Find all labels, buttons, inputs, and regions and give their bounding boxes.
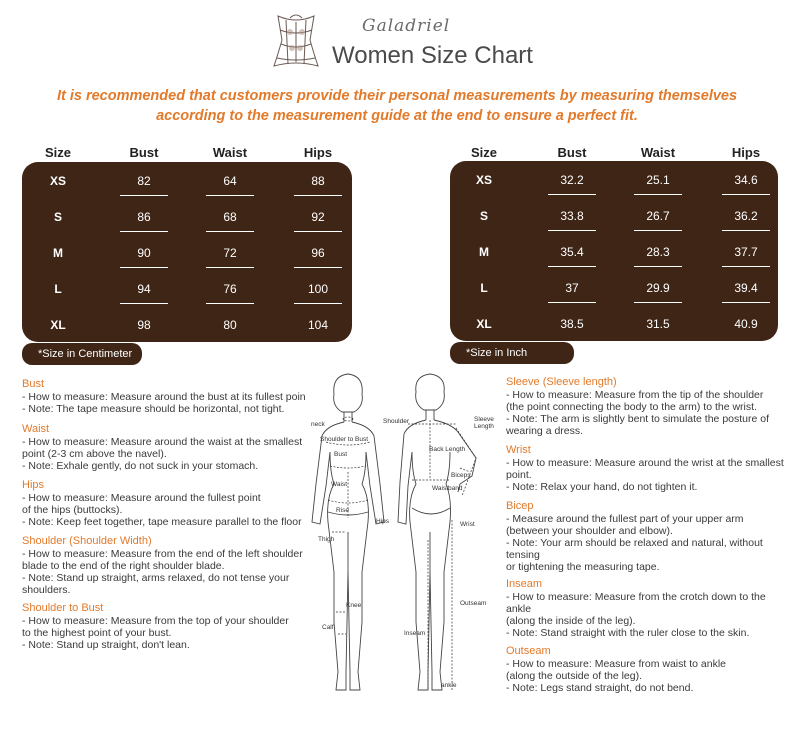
body-measurement-figures: [300, 372, 500, 734]
guide-inseam: Inseam - How to measure: Measure from the crotch down to the ankle (along the inside of the leg). - Note: Stand straight with the ruler close to the skin.: [506, 578, 786, 639]
intro-line: It is recommended that customers provide their personal measurements by measuring themselves: [56, 88, 738, 104]
size-cell: S: [53, 210, 62, 224]
table-row: [22, 235, 352, 271]
unit-note-inch: *Size in Inch: [450, 342, 574, 364]
waist-cell: 28.3: [626, 234, 690, 270]
size-cell: L: [480, 281, 488, 295]
hips-cell: 96: [286, 235, 350, 271]
intro-text: [40, 86, 754, 126]
guide-shoulder-to-bust: Shoulder to Bust - How to measure: Measure from the top of your shoulder to the highest point of your bust. - Note: Stand up straight, don't lean.: [22, 602, 307, 651]
hips-cell: 36.2: [714, 198, 778, 234]
size-cell: M: [53, 246, 63, 260]
bust-cell: 86: [112, 199, 176, 235]
bust-cell: 37: [540, 270, 604, 306]
back-body-figure: [398, 374, 476, 690]
hips-cell: 39.4: [714, 270, 778, 306]
bust-cell: 35.4: [540, 234, 604, 270]
guide-shoulder: Shoulder (Shoulder Width) - How to measure: Measure from the end of the left shoulder blade to the end of the right shoulder blade. - Note: Stand up straight, arms relaxed, do not tense your shoulders.: [22, 535, 307, 596]
label-inseam: Inseam: [404, 630, 426, 637]
label-calf: Calf: [322, 624, 334, 631]
column-header-bust: Bust: [557, 145, 587, 160]
label-waistband: Waistband: [432, 485, 463, 492]
size-cell: XL: [476, 317, 492, 331]
label-wrist: Wrist: [460, 521, 475, 528]
hips-cell: 88: [286, 163, 350, 199]
guide-hips: Hips - How to measure: Measure around the fullest point of the hips (buttocks). - Note: Keep feet together, tape measure parallel to the floor: [22, 479, 307, 528]
table-row: [450, 270, 778, 306]
waist-cell: 64: [198, 163, 262, 199]
column-header-bust: Bust: [129, 145, 159, 160]
size-table-body: [450, 161, 778, 341]
bust-cell: 82: [112, 163, 176, 199]
column-header-waist: Waist: [640, 145, 676, 160]
hips-cell: 37.7: [714, 234, 778, 270]
guide-title: Wrist: [506, 444, 531, 456]
size-cell: L: [54, 282, 62, 296]
chart-title: Women Size Chart: [332, 42, 533, 69]
table-row: [450, 234, 778, 270]
hips-cell: 92: [286, 199, 350, 235]
size-cell: M: [479, 245, 489, 259]
label-biceps: Biceps: [451, 472, 471, 479]
guide-title: Outseam: [506, 645, 551, 657]
guide-title: Hips: [22, 479, 45, 491]
bust-cell: 90: [112, 235, 176, 271]
label-neck: neck: [311, 421, 325, 428]
label-ankle: ankle: [441, 682, 457, 689]
guide-title: Bicep: [506, 500, 534, 512]
bust-cell: 33.8: [540, 198, 604, 234]
label-hips: Hips: [376, 518, 390, 525]
label-shoulder-to-bust: Shoulder to Bust: [320, 436, 369, 443]
brand-name: Galadriel: [362, 16, 451, 36]
guide-title: Inseam: [506, 578, 543, 590]
bust-cell: 32.2: [540, 162, 604, 198]
table-row: [450, 306, 778, 342]
table-row: [450, 162, 778, 198]
guide-bust: Bust - How to measure: Measure around the bust at its fullest poin - Note: The tape measure should be horizontal, not tight.: [22, 378, 306, 415]
bust-cell: 98: [137, 318, 151, 332]
guide-wrist: Wrist - How to measure: Measure around the wrist at the smallest point. - Note: Relax your hand, do not tighten it.: [506, 444, 786, 493]
table-row: [22, 163, 352, 199]
waist-cell: 31.5: [646, 317, 670, 331]
guide-title: Shoulder to Bust: [22, 602, 104, 614]
column-header-hips: Hips: [303, 145, 333, 160]
size-cell: S: [479, 209, 488, 223]
waist-cell: 72: [198, 235, 262, 271]
table-row: [450, 198, 778, 234]
size-cell: XS: [49, 174, 66, 188]
label-sleeve-length: Sleeve Length: [474, 416, 494, 430]
hips-cell: 40.9: [734, 317, 758, 331]
label-thigh: Thigh: [318, 536, 335, 543]
label-rise: Rise: [336, 507, 350, 514]
waist-cell: 80: [223, 318, 237, 332]
table-row: [22, 271, 352, 307]
column-header-size: Size: [470, 145, 497, 160]
waist-cell: 25.1: [626, 162, 690, 198]
corset-logo-icon: [268, 10, 324, 72]
hips-cell: 104: [307, 318, 329, 332]
label-shoulder: Shoulder: [383, 418, 410, 425]
label-outseam: Outseam: [460, 600, 487, 607]
table-row: [22, 307, 352, 343]
column-header-hips: Hips: [731, 145, 761, 160]
hips-cell: 100: [286, 271, 350, 307]
label-waist: Waist: [331, 481, 348, 488]
label-knee: Knee: [346, 602, 362, 609]
size-cell: XL: [50, 318, 66, 332]
guide-bicep: Bicep - Measure around the fullest part of your upper arm (between your shoulder and elbow). - Note: Your arm should be relaxed and natural, without tensing or tightening the measuring tape.: [506, 500, 786, 573]
guide-sleeve: Sleeve (Sleeve length) - How to measure: Measure from the tip of the shoulder (the point connecting the body to the arm) to the wrist. - Note: The arm is slightly bent to simulate the posture of wearing a dress.: [506, 376, 786, 437]
waist-cell: 68: [198, 199, 262, 235]
table-row: [22, 199, 352, 235]
guide-title: Shoulder (Shoulder Width): [22, 535, 152, 547]
waist-cell: 29.9: [626, 270, 690, 306]
guide-outseam: Outseam - How to measure: Measure from waist to ankle (along the outside of the leg). - Note: Legs stand straight, do not bend.: [506, 645, 786, 694]
guide-title: Waist: [22, 423, 50, 435]
size-cell: XS: [475, 173, 492, 187]
waist-cell: 26.7: [626, 198, 690, 234]
column-header-waist: Waist: [212, 145, 248, 160]
bust-cell: 94: [112, 271, 176, 307]
column-header-size: Size: [44, 145, 71, 160]
waist-cell: 76: [198, 271, 262, 307]
guide-title: Bust: [22, 378, 45, 390]
unit-note-cm: *Size in Centimeter: [22, 343, 142, 365]
intro-line: according to the measurement guide at the end to ensure a perfect fit.: [156, 108, 638, 124]
guide-waist: Waist - How to measure: Measure around the waist at the smallest point (2-3 cm above the navel). - Note: Exhale gently, do not suck in your stomach.: [22, 423, 307, 472]
hips-cell: 34.6: [714, 162, 778, 198]
guide-title: Sleeve (Sleeve length): [506, 376, 617, 388]
label-back-length: Back Length: [429, 446, 466, 453]
bust-cell: 38.5: [560, 317, 584, 331]
size-table-body: [22, 162, 352, 342]
label-bust: Bust: [334, 451, 348, 458]
